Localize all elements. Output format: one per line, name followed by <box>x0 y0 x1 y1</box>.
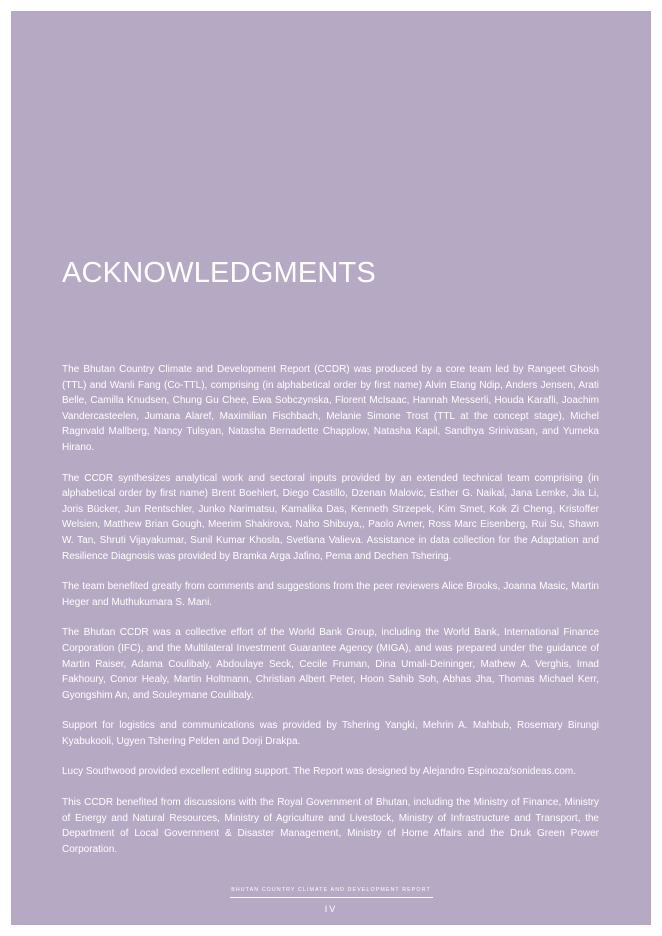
report-page <box>11 11 651 925</box>
paragraph-world-bank-group: The Bhutan CCDR was a collective effort of the World Bank Group, including the World Bank, International Finance Corporation (IFC), and the Multilateral Investment Guarantee Agency (MIGA), and was prepared under the guidance of Martin Raiser, Adama Coulibaly, Abdoulaye Seck, Cecile Fruman, Dina Umali-Deininger, Mathew A. Verghis, Imad Fakhoury, Conor Healy, Martin Holtmann, Christian Albert Peter, Hoon Sahib Soh, Abhas Jha, Thomas Michael Kerr, Gyongshim An, and Souleymane Coulibaly. <box>62 627 599 701</box>
page-title: ACKNOWLEDGMENTS <box>62 257 376 289</box>
page-number: IV <box>324 904 338 914</box>
footer-report-title: BHUTAN COUNTRY CLIMATE AND DEVELOPMENT REPORT <box>231 887 431 893</box>
paragraph-technical-team: The CCDR synthesizes analytical work and sectoral inputs provided by an extended technical team comprising (in alphabetical order by first name) Brent Boehlert, Diego Castillo, Dzenan Malovic, Esther G. Naikal, Jana Lemke, Jia Li, Joris Bücker, Jun Rentschler, Junko Narimatsu, Kamalika Das, Kenneth Strzepek, Kim Smet, Kok Zi Cheng, Kristoffer Welsien, Matthew Brian Gough, Meerim Shakirova, Naho Shibuya,, Paolo Avner, Ross Marc Eisenberg, Rui Su, Shawn W. Tan, Shruti Vijayakumar, Sunil Kumar Khosla, Svetlana Valieva. Assistance in data collection for the Adaptation and Resilience Diagnosis was provided by Bramka Arga Jafino, Pema and Dechen Tshering. <box>62 472 599 562</box>
paragraph-editing-design: Lucy Southwood provided excellent editing support. The Report was designed by Alejandro Espinoza/sonideas.com. <box>62 766 577 778</box>
acknowledgments-body <box>62 362 599 872</box>
footer-divider <box>230 897 433 898</box>
paragraph-logistics-support: Support for logistics and communications was provided by Tshering Yangki, Mehrin A. Mahbub, Rosemary Birungi Kyabukooli, Ugyen Tshering Pelden and Dorji Drakpa. <box>62 720 599 747</box>
paragraph-government-discussions: This CCDR benefited from discussions with the Royal Government of Bhutan, including the Ministry of Finance, Ministry of Energy and Natural Resources, Ministry of Agriculture and Livestock, Ministry of Infrastructure and Transport, the Department of Local Government & Disaster Management, Ministry of Home Affairs and the Druk Green Power Corporation. <box>62 797 599 855</box>
paragraph-core-team: The Bhutan Country Climate and Development Report (CCDR) was produced by a core team led by Rangeet Ghosh (TTL) and Wanli Fang (Co-TTL), comprising (in alphabetical order by first name) Alvin Etang Ndip, Anders Jensen, Arati Belle, Camilla Knudsen, Chung Gu Chee, Ewa Sobczynska, Florent McIsaac, Hannah Messerli, Houda Karafli, Joachim Vandercasteelen, Jumana Alaref, Maximilian Fischbach, Melanie Simone Trost (TTL at the concept stage), Michel Ragnvald Mallberg, Nancy Tulsyan, Natasha Bernadette Chapplow, Natasha Kapil, Sandhya Srinivasan, and Yumeka Hirano. <box>62 364 599 453</box>
paragraph-peer-reviewers: The team benefited greatly from comments and suggestions from the peer reviewers Alice Brooks, Joanna Masic, Martin Heger and Muthukumara S. Mani. <box>62 581 599 608</box>
